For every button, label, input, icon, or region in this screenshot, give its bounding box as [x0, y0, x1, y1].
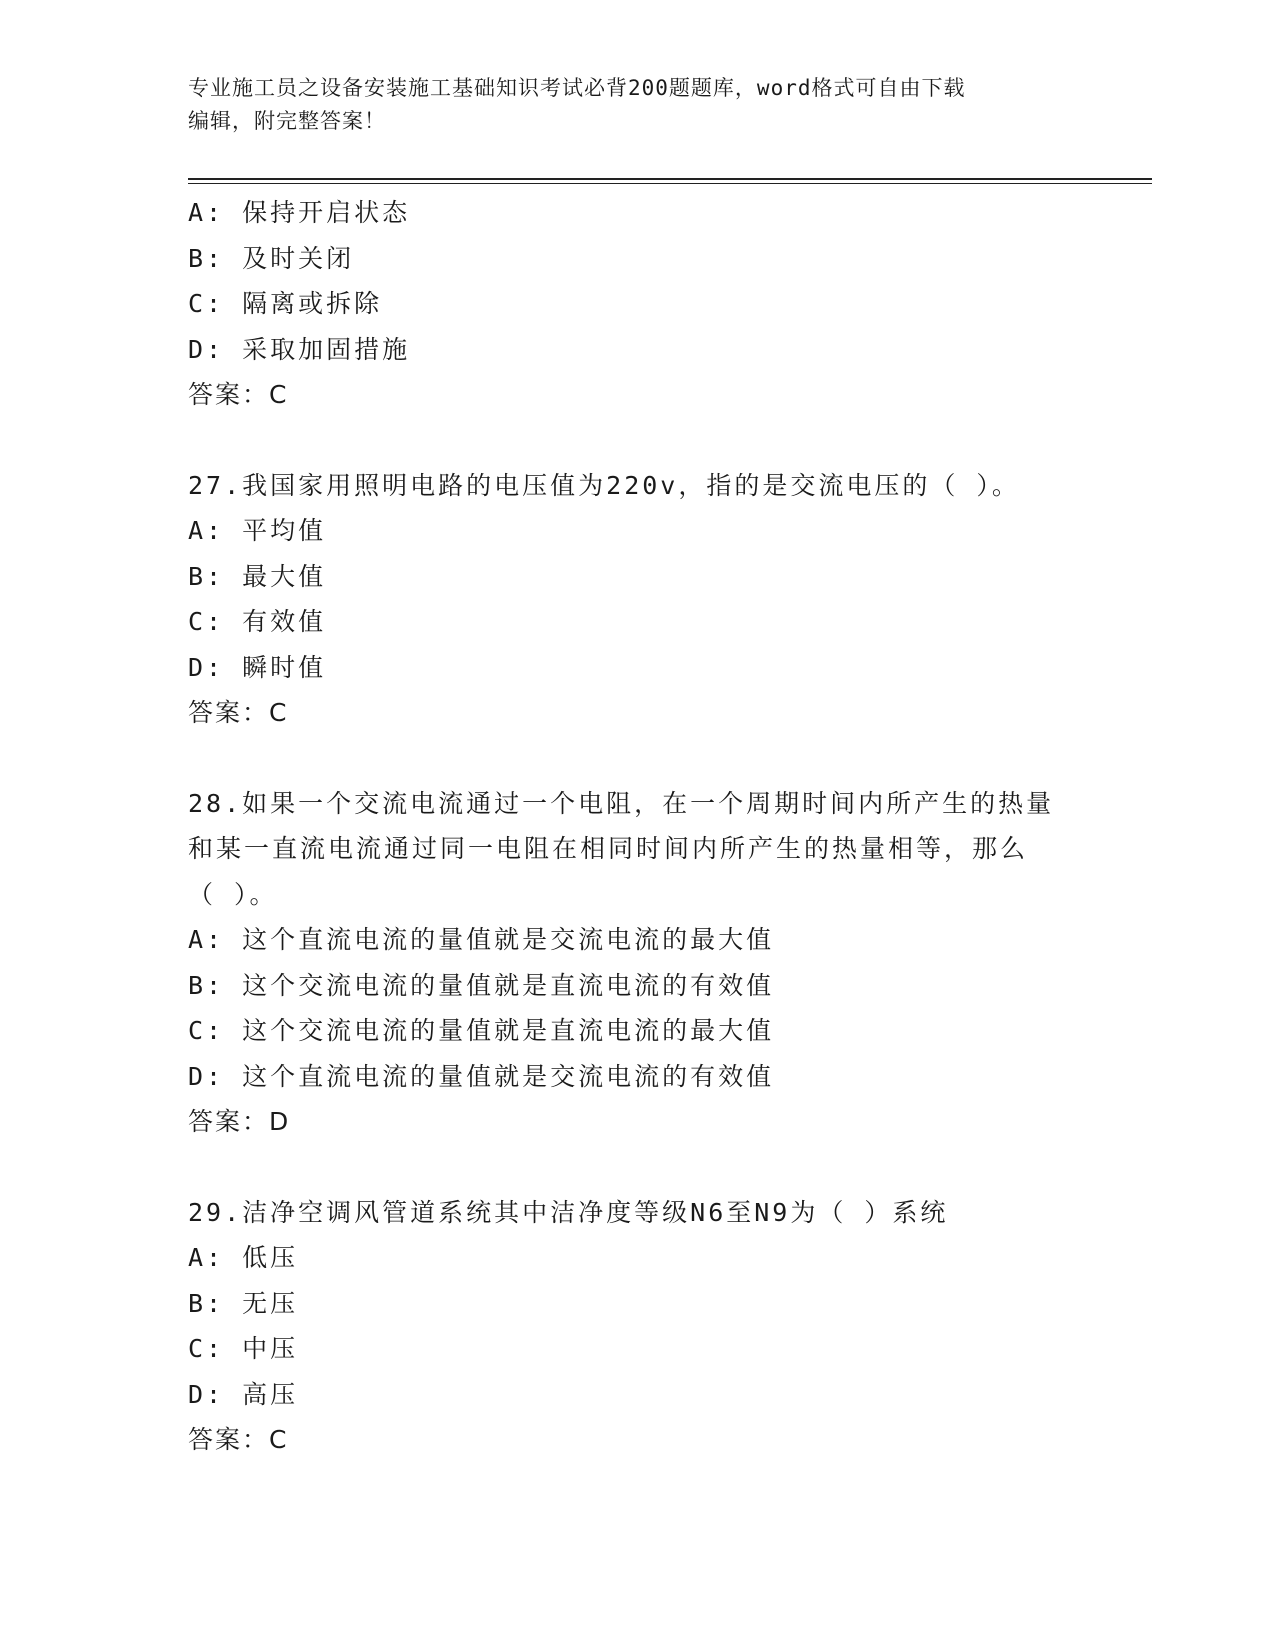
question-block-27 [188, 463, 1088, 736]
option-b: B: 这个交流电流的量值就是直流电流的有效值 [188, 970, 775, 1000]
document-header [188, 72, 1078, 138]
spacer [188, 736, 1088, 781]
question-block-29 [188, 1190, 1088, 1463]
option-d: D: 采取加固措施 [188, 334, 411, 364]
header-line-1: 专业施工员之设备安装施工基础知识考试必背200题题库，word格式可自由下载 [188, 76, 966, 100]
spacer [188, 1145, 1088, 1190]
answer-label: 答案：C [188, 698, 289, 727]
question-text-line-3: （ ）。 [188, 879, 278, 909]
option-d: D: 瞬时值 [188, 652, 327, 682]
question-text: 29.洁净空调风管道系统其中洁净度等级N6至N9为（ ）系统 [188, 1197, 949, 1227]
option-c: C: 有效值 [188, 607, 327, 636]
option-b: B: 及时关闭 [188, 243, 355, 273]
option-b: B: 无压 [188, 1288, 299, 1318]
header-rule-thin [188, 183, 1152, 184]
header-rule-thick [188, 178, 1152, 180]
question-block-28 [188, 781, 1088, 1145]
answer-label: 答案：C [188, 1425, 289, 1454]
header-line-2: 编辑，附完整答案！ [188, 109, 386, 133]
option-a: A: 平均值 [188, 516, 327, 545]
spacer [188, 418, 1088, 463]
option-a: A: 这个直流电流的量值就是交流电流的最大值 [188, 925, 775, 954]
option-d: D: 这个直流电流的量值就是交流电流的有效值 [188, 1061, 775, 1091]
question-block-26 [188, 190, 1088, 418]
option-a: A: 低压 [188, 1243, 299, 1272]
option-c: C: 这个交流电流的量值就是直流电流的最大值 [188, 1016, 775, 1045]
question-list [188, 190, 1088, 1463]
question-text: 27.我国家用照明电路的电压值为220v，指的是交流电压的（ ）。 [188, 470, 1020, 500]
question-text-line-2: 和某一直流电流通过同一电阻在相同时间内所产生的热量相等，那么 [188, 834, 1029, 863]
question-text-line-1: 28.如果一个交流电流通过一个电阻，在一个周期时间内所产生的热量 [188, 788, 1055, 818]
option-d: D: 高压 [188, 1379, 299, 1409]
option-a: A: 保持开启状态 [188, 198, 411, 227]
option-b: B: 最大值 [188, 561, 327, 591]
option-c: C: 隔离或拆除 [188, 289, 383, 318]
option-c: C: 中压 [188, 1334, 299, 1363]
answer-label: 答案：C [188, 380, 289, 409]
answer-label: 答案：D [188, 1107, 291, 1136]
